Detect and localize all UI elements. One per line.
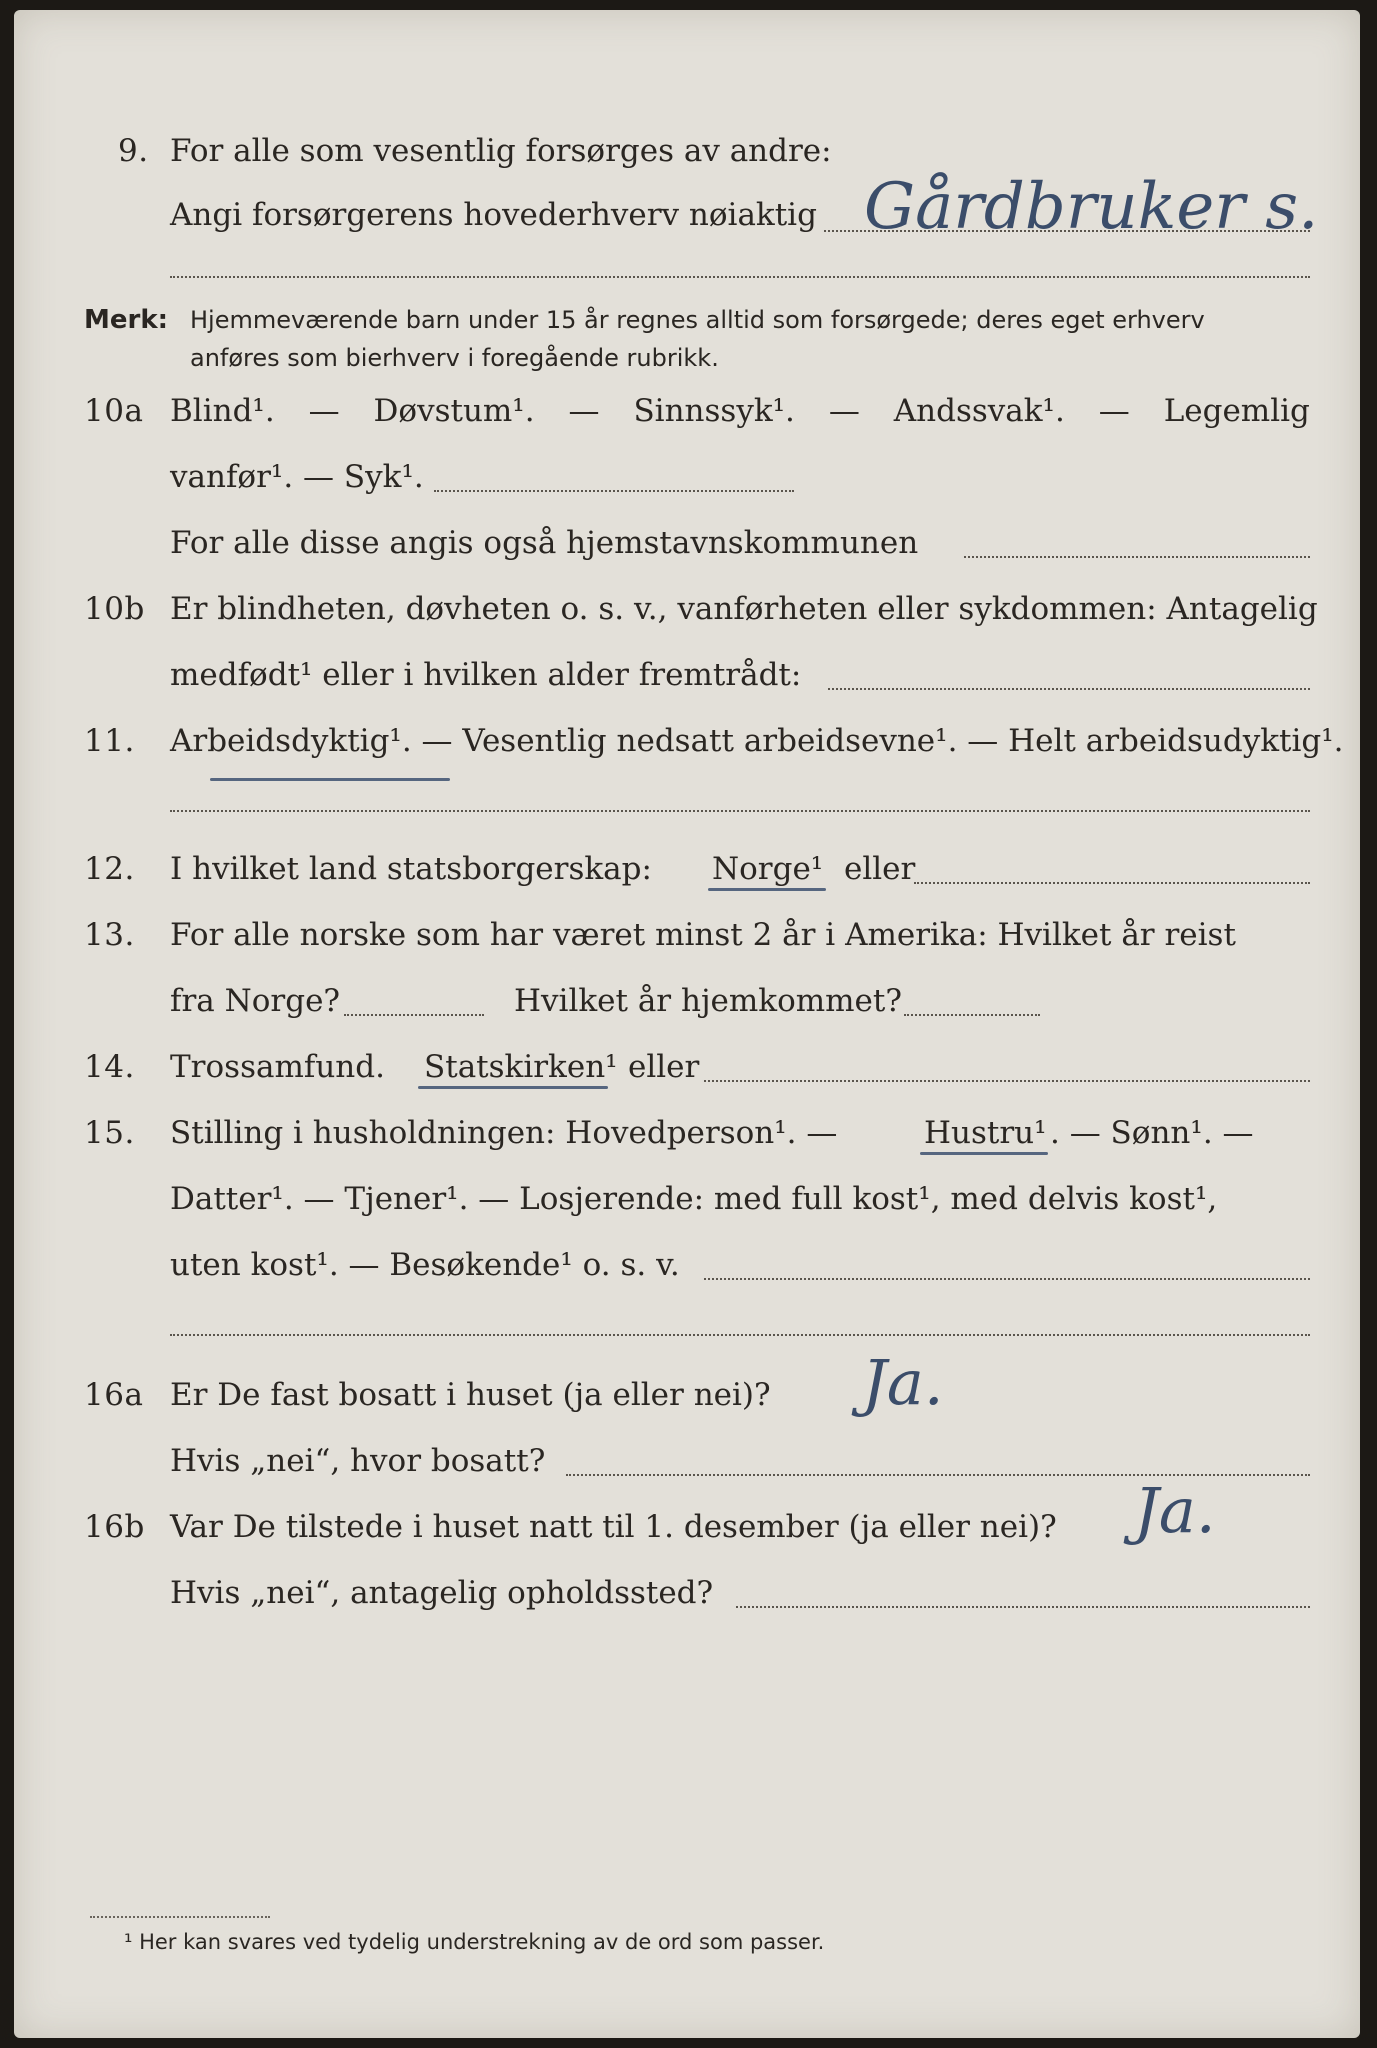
question-10a-line-3 — [14, 520, 1360, 570]
question-text: vanfør¹. — Syk¹. — [170, 459, 424, 495]
footnote: ¹ Her kan svares ved tydelig understrekning av de ord som passer. — [124, 1930, 825, 1954]
question-number: 12. — [84, 851, 135, 887]
question-text: Angi forsørgerens hovederhverv nøiaktig — [170, 197, 817, 233]
separator-line — [170, 276, 1310, 278]
question-10b — [14, 586, 1360, 636]
question-16b-line-2 — [14, 1570, 1360, 1620]
question-text: Datter¹. — Tjener¹. — Losjerende: med full kost¹, med delvis kost¹, — [170, 1181, 1218, 1217]
question-text: Stilling i husholdningen: Hovedperson¹. — — [170, 1115, 838, 1151]
question-text: Er De fast bosatt i huset (ja eller nei)? — [170, 1377, 771, 1413]
question-14 — [14, 1044, 1360, 1094]
question-number: 16a — [84, 1377, 144, 1413]
question-15-line-3 — [14, 1242, 1360, 1292]
question-13-line-2 — [14, 978, 1360, 1028]
question-number: 15. — [84, 1115, 135, 1151]
note-text: Hjemmeværende barn under 15 år regnes alltid som forsørgede; deres eget erhverv — [190, 306, 1205, 334]
question-text: For alle norske som har været minst 2 år i Amerika: Hvilket år reist — [170, 917, 1236, 953]
question-text: Hvis „nei“, hvor bosatt? — [170, 1443, 546, 1479]
question-16a — [14, 1346, 1360, 1422]
question-text: Trossamfund. — [170, 1049, 385, 1085]
note-label: Merk: — [84, 305, 169, 335]
question-text: For alle disse angis også hjemstavnskommunen — [170, 525, 919, 561]
question-text: Blind¹. — Døvstum¹. — Sinnssyk¹. — Andssvak¹. — Legemlig — [170, 393, 1310, 429]
question-15-line-2 — [14, 1176, 1360, 1226]
question-9-line-2 — [14, 170, 1360, 244]
question-text: uten kost¹. — Besøkende¹ o. s. v. — [170, 1247, 680, 1283]
question-text: Var De tilstede i huset natt til 1. desember (ja eller nei)? — [170, 1509, 1057, 1545]
pen-underline — [708, 888, 826, 891]
question-10a-line-2 — [14, 454, 1360, 504]
selected-option: Statskirken¹ — [424, 1049, 618, 1085]
question-text: fra Norge? — [170, 983, 341, 1019]
question-text: Hvis „nei“, antagelig opholdssted? — [170, 1575, 714, 1611]
question-text: medfødt¹ eller i hvilken alder fremtrådt: — [170, 657, 802, 693]
question-text: Hvilket år hjemkommet? — [514, 983, 902, 1019]
answer-line — [904, 1014, 1040, 1016]
note-block — [14, 300, 1360, 380]
separator-line — [170, 810, 1310, 812]
question-number: 14. — [84, 1049, 135, 1085]
question-text: Er blindheten, døvheten o. s. v., vanførheten eller sykdommen: Antagelig — [170, 591, 1318, 627]
question-10a — [14, 388, 1360, 438]
answer-line — [434, 490, 794, 492]
footnote-rule — [90, 1916, 270, 1918]
handwritten-answer: Ja. — [1134, 1474, 1216, 1547]
census-form-page — [14, 10, 1360, 2038]
question-15 — [14, 1110, 1360, 1160]
question-number: 10a — [84, 393, 144, 429]
question-13 — [14, 912, 1360, 962]
selected-option: Norge¹ — [712, 851, 824, 887]
note-text: anføres som bierhverv i foregående rubrikk. — [190, 344, 719, 372]
handwritten-answer: Gårdbruker s. — [864, 170, 1319, 244]
answer-line — [704, 1080, 1310, 1082]
pen-underline — [920, 1152, 1048, 1155]
question-text: eller — [844, 851, 916, 887]
question-number: 13. — [84, 917, 135, 953]
question-12 — [14, 846, 1360, 896]
answer-line — [736, 1606, 1310, 1608]
answer-line — [914, 882, 1310, 884]
question-text: I hvilket land statsborgerskap: — [170, 851, 652, 887]
selected-option: Hustru¹ — [924, 1115, 1047, 1151]
separator-line — [170, 1334, 1310, 1336]
pen-underline — [210, 778, 450, 781]
answer-line — [704, 1278, 1310, 1280]
answer-line — [828, 688, 1310, 690]
question-text: . — Sønn¹. — — [1050, 1115, 1254, 1151]
question-16b — [14, 1474, 1360, 1554]
pen-underline — [418, 1086, 608, 1089]
question-number: 16b — [84, 1509, 145, 1545]
question-text: eller — [628, 1049, 700, 1085]
answer-line — [964, 556, 1310, 558]
question-text: Arbeidsdyktig¹. — Vesentlig nedsatt arbeidsevne¹. — Helt arbeidsudyktig¹. — [170, 723, 1344, 759]
answer-line — [344, 1014, 484, 1016]
question-text: For alle som vesentlig forsørges av andre: — [170, 133, 832, 169]
handwritten-answer: Ja. — [862, 1346, 944, 1419]
question-number: 10b — [84, 591, 145, 627]
question-number: 9. — [118, 133, 149, 169]
question-10b-line-2 — [14, 652, 1360, 702]
question-number: 11. — [84, 723, 135, 759]
question-11 — [14, 718, 1360, 768]
